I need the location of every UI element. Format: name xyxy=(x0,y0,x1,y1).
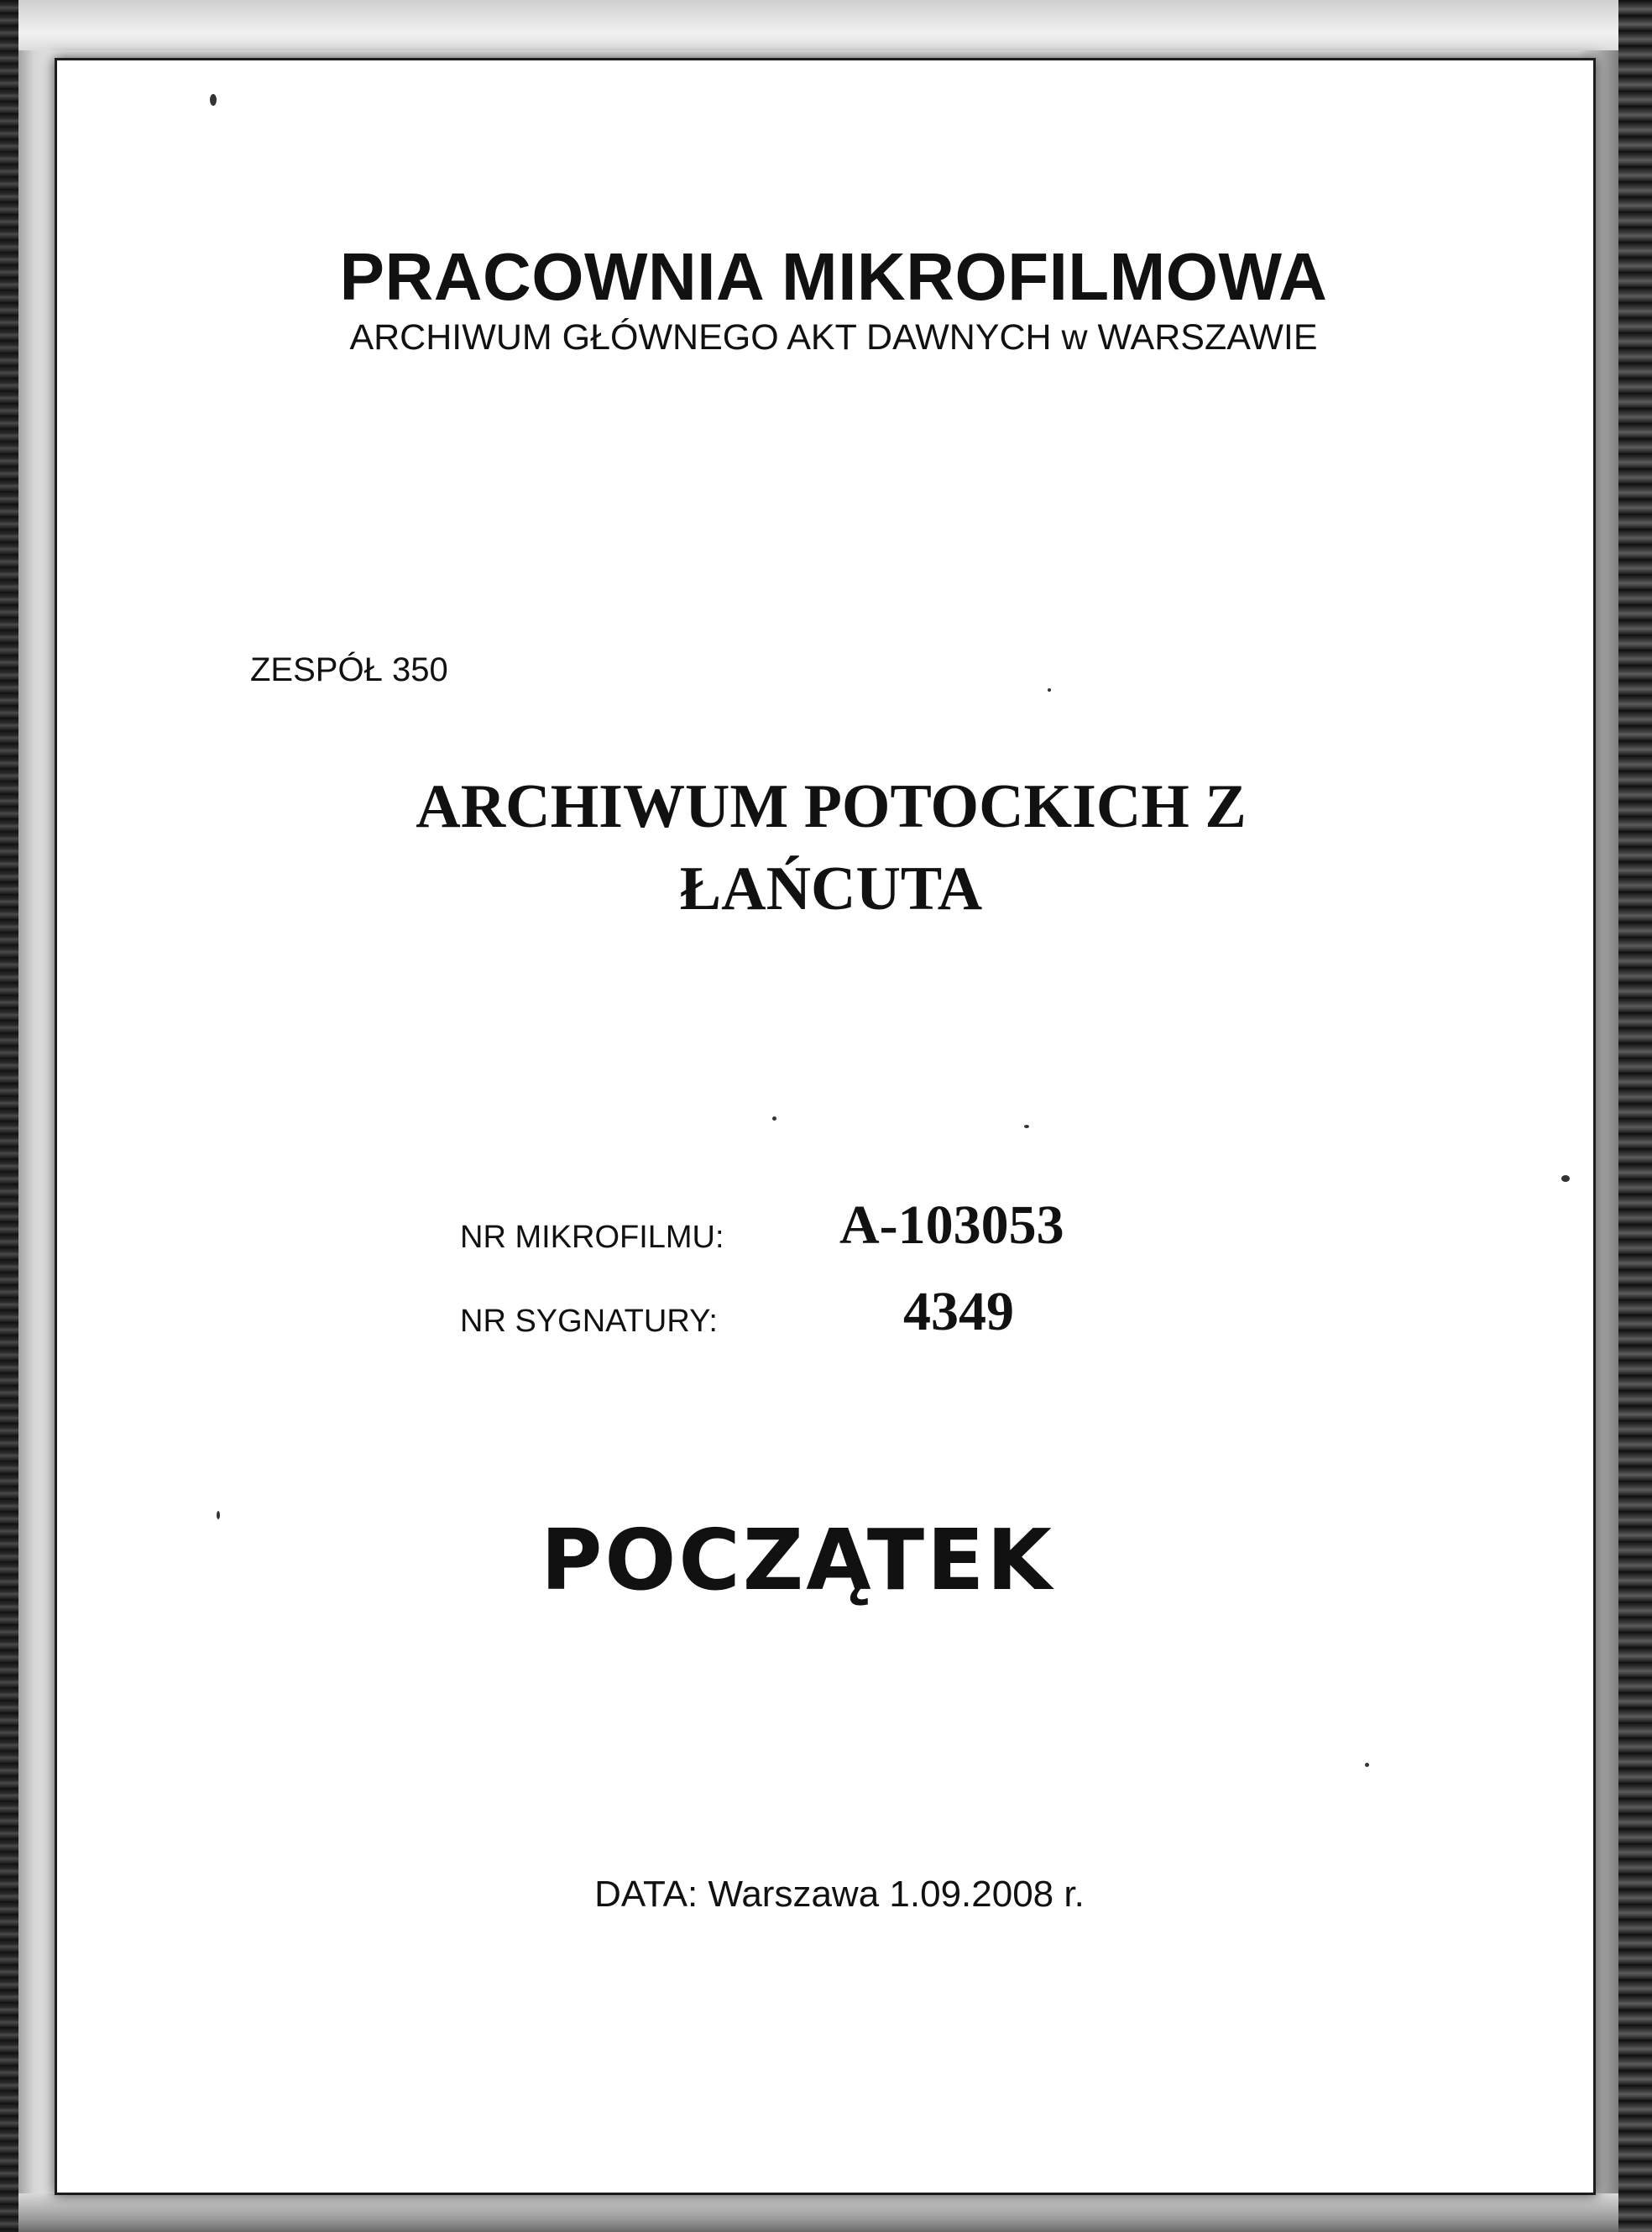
document-sheet xyxy=(57,60,1593,2193)
scan-speck xyxy=(1365,1763,1369,1767)
lab-title: PRACOWNIA MIKROFILMOWA xyxy=(339,239,1328,314)
scan-left-edge xyxy=(0,0,18,2232)
scan-top-edge xyxy=(0,0,1652,50)
lab-subtitle: ARCHIWUM GŁÓWNEGO AKT DAWNYCH w WARSZAWIE xyxy=(349,317,1318,358)
date-line xyxy=(537,1874,1142,1916)
scan-speck xyxy=(1561,1175,1570,1182)
scan-right-edge xyxy=(1618,0,1652,2232)
signature-label: NR SYGNATURY: xyxy=(460,1304,718,1339)
date-value: Warszawa 1.09.2008 r. xyxy=(708,1874,1085,1915)
date-label: DATA: xyxy=(594,1874,698,1915)
scan-speck xyxy=(1048,688,1051,692)
start-marker: POCZĄTEK xyxy=(541,1511,1054,1609)
scan-speck xyxy=(772,1116,776,1121)
fond-title: ARCHIWUM POTOCKICH Z ŁAŃCUTA xyxy=(416,772,1247,923)
scan-speck xyxy=(210,94,217,106)
microfilm-label: NR MIKROFILMU: xyxy=(460,1220,724,1255)
signature-number: 4349 xyxy=(903,1281,1014,1342)
microfilm-number: A-103053 xyxy=(839,1194,1064,1256)
fond-number: ZESPÓŁ 350 xyxy=(250,651,448,688)
scan-speck xyxy=(1024,1125,1029,1128)
scan-speck xyxy=(217,1511,220,1519)
scan-bottom-edge xyxy=(0,2193,1652,2232)
